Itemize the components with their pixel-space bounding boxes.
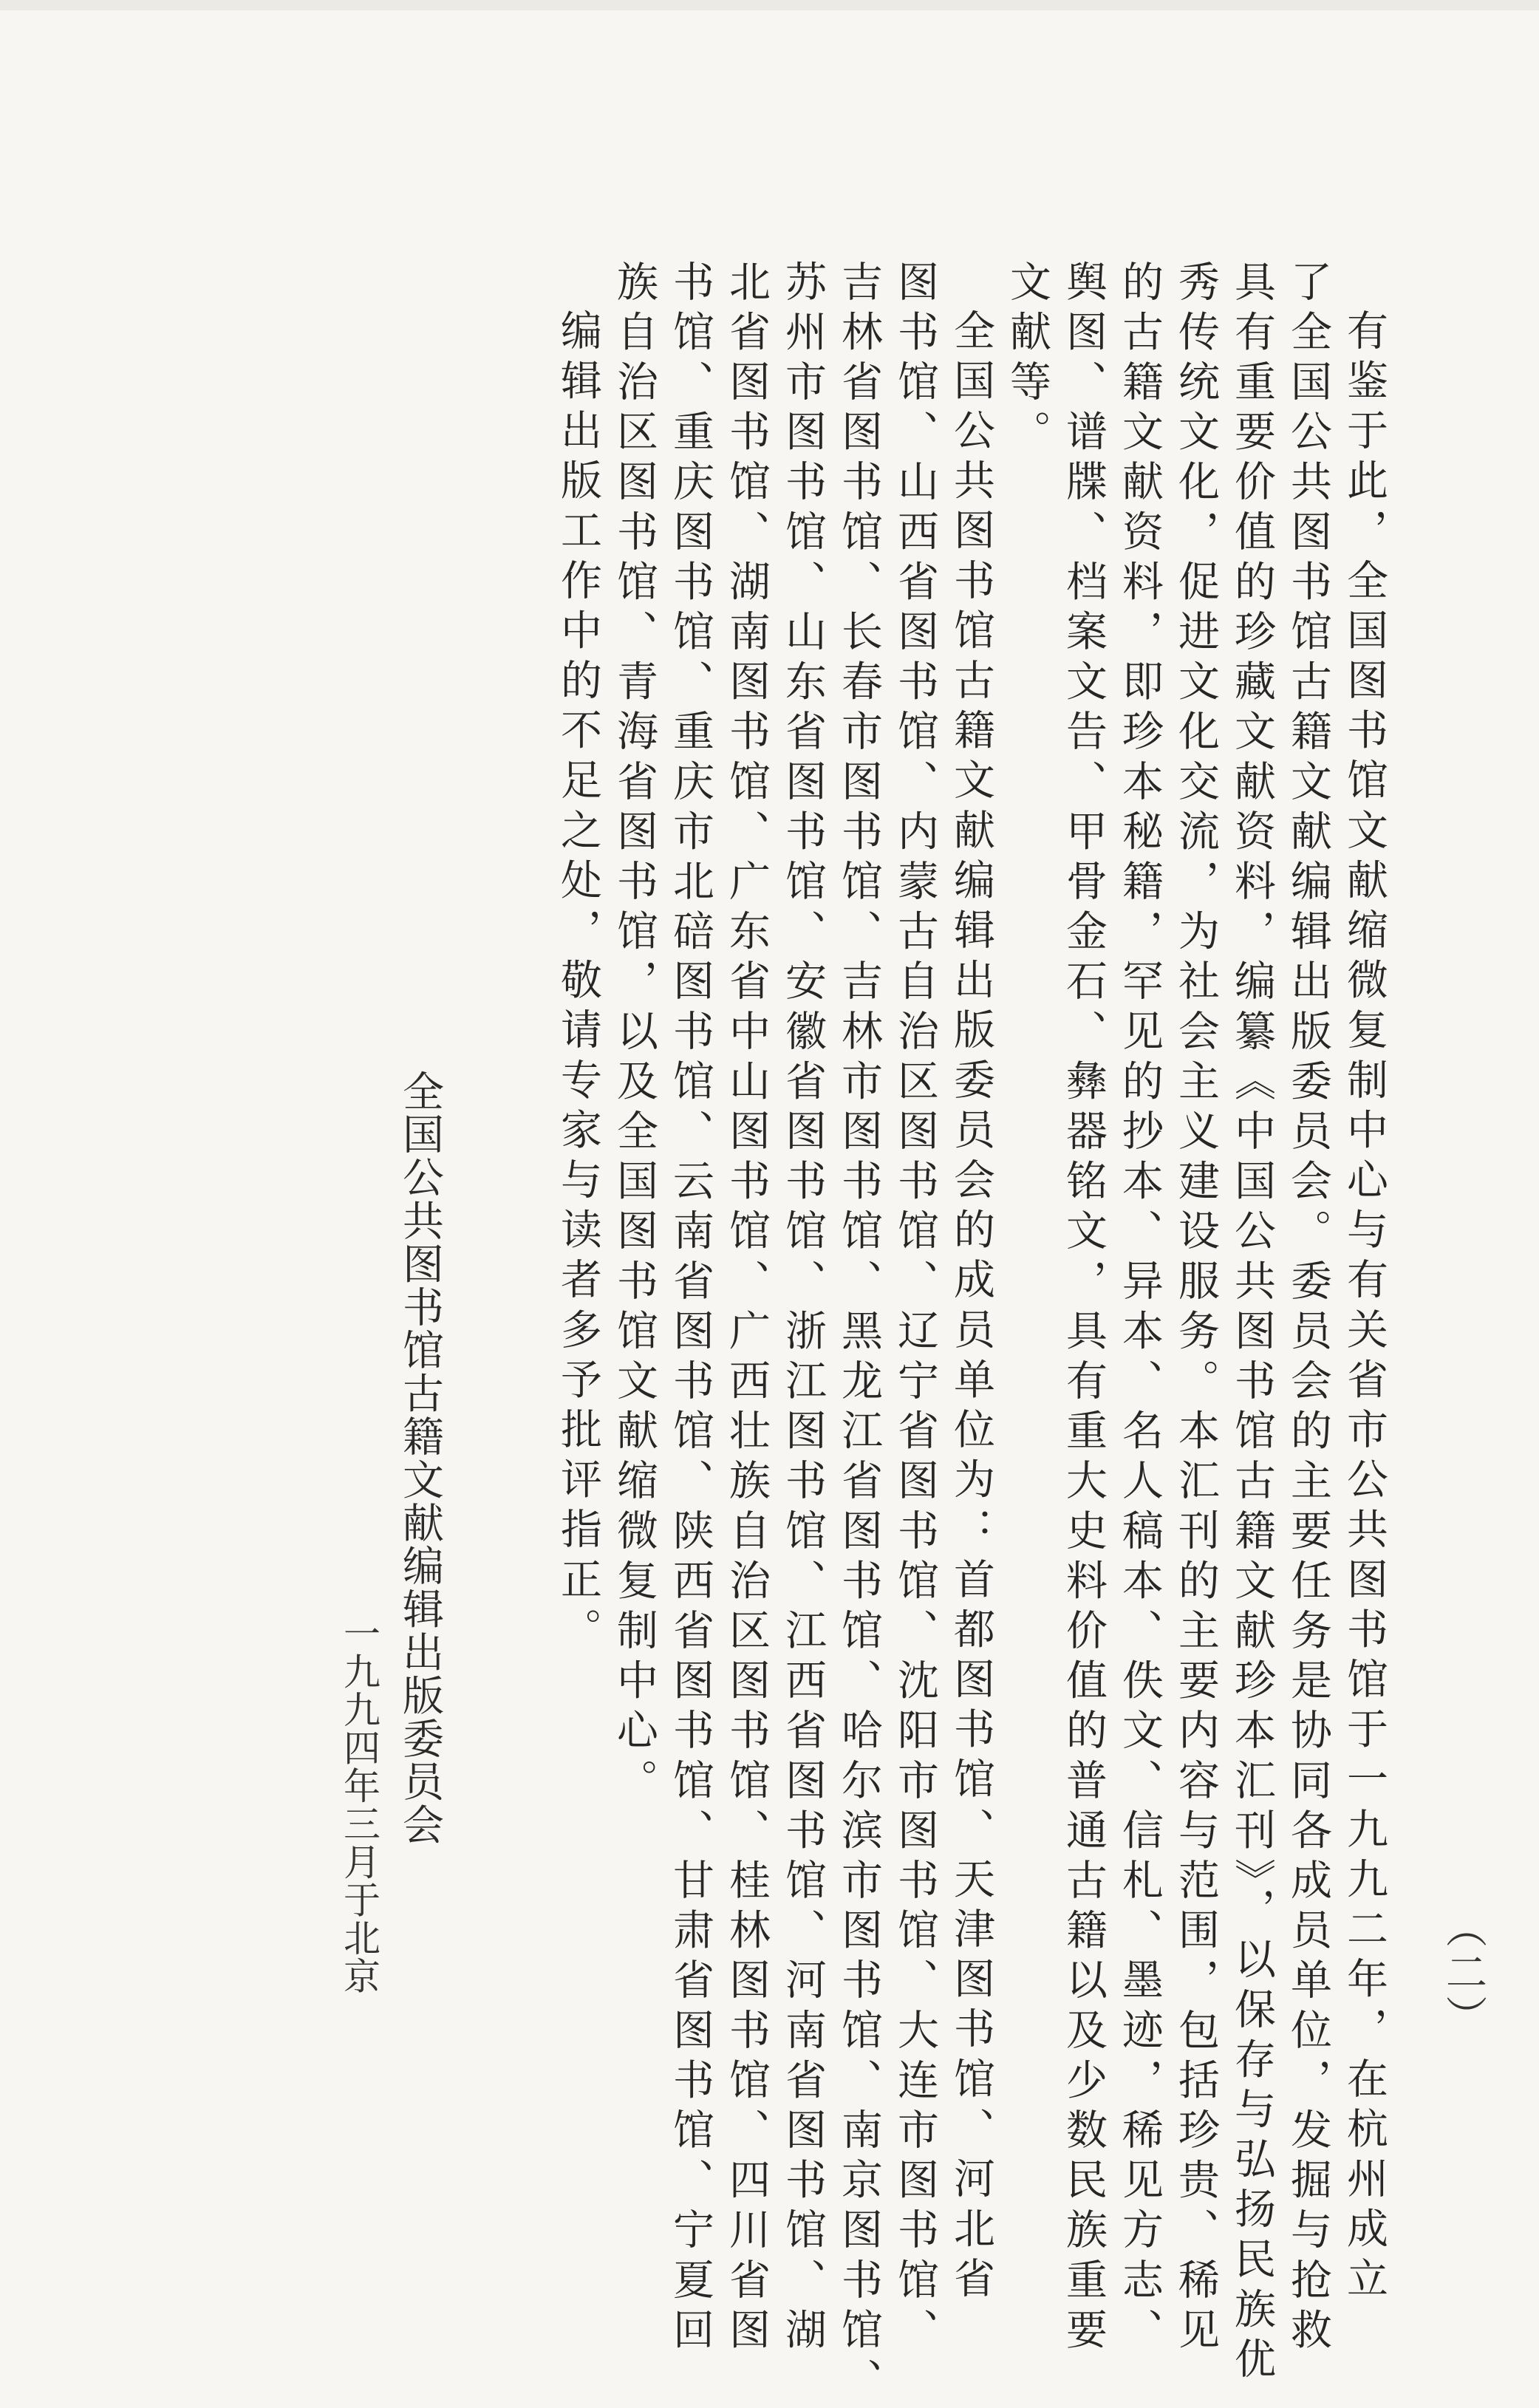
para1-column-5: 的古籍文献资料，即珍本秘籍，罕见的抄本、异本、名人稿本、佚文、信札、墨迹，稀见方志、 xyxy=(1116,260,1164,2358)
para1-column-1: 有鉴于此，全国图书馆文献缩微复制中心与有关省市公共图书馆于一九九二年，在杭州成立 xyxy=(1340,309,1388,2307)
signature-date: 一九九四年三月于北京 xyxy=(338,1614,381,1995)
para1-column-2: 了全国公共图书馆古籍文献编辑出版委员会。委员会的主要任务是协同各成员单位，发掘与抢救 xyxy=(1284,260,1332,2358)
para2-column-3: 吉林省图书馆、长春市图书馆、吉林市图书馆、黑龙江省图书馆、哈尔滨市图书馆、南京图书馆、 xyxy=(835,260,883,2408)
para2-column-6: 书馆、重庆图书馆、重庆市北碚图书馆、云南省图书馆、陕西省图书馆、甘肃省图书馆、宁夏回 xyxy=(666,260,714,2358)
page-top-edge xyxy=(0,0,1539,10)
para2-column-2: 图书馆、山西省图书馆、内蒙古自治区图书馆、辽宁省图书馆、沈阳市图书馆、大连市图书馆、 xyxy=(891,260,939,2358)
para1-column-6: 舆图、谱牒、档案文告、甲骨金石、彝器铭文，具有重大史料价值的普通古籍以及少数民族重要 xyxy=(1059,260,1108,2358)
signature-organization: 全国公共图书馆古籍文献编辑出版委员会 xyxy=(396,1070,444,1847)
para3-column-1: 编辑出版工作中的不足之处，敬请专家与读者多予批评指正。 xyxy=(554,309,602,1658)
para2-column-5: 北省图书馆、湖南图书馆、广东省中山图书馆、广西壮族自治区图书馆、桂林图书馆、四川省图 xyxy=(723,260,771,2358)
para1-column-7: 文献等。 xyxy=(1003,260,1051,460)
para2-column-1: 全国公共图书馆古籍文献编辑出版委员会的成员单位为：首都图书馆、天津图书馆、河北省 xyxy=(947,309,995,2307)
page-number: （二） xyxy=(1439,1906,1487,2039)
para2-column-7: 族自治区图书馆、青海省图书馆，以及全国图书馆文献缩微复制中心。 xyxy=(610,260,658,1809)
para1-column-4: 秀传统文化，促进文化交流，为社会主义建设服务。本汇刊的主要内容与范围，包括珍贵、稀见 xyxy=(1172,260,1220,2358)
para1-column-3: 具有重要价值的珍藏文献资料，编纂《中国公共图书馆古籍文献珍本汇刊》，以保存与弘扬民族优 xyxy=(1228,260,1276,2387)
para2-column-4: 苏州市图书馆、山东省图书馆、安徽省图书馆、浙江图书馆、江西省图书馆、河南省图书馆、湖 xyxy=(779,260,827,2358)
